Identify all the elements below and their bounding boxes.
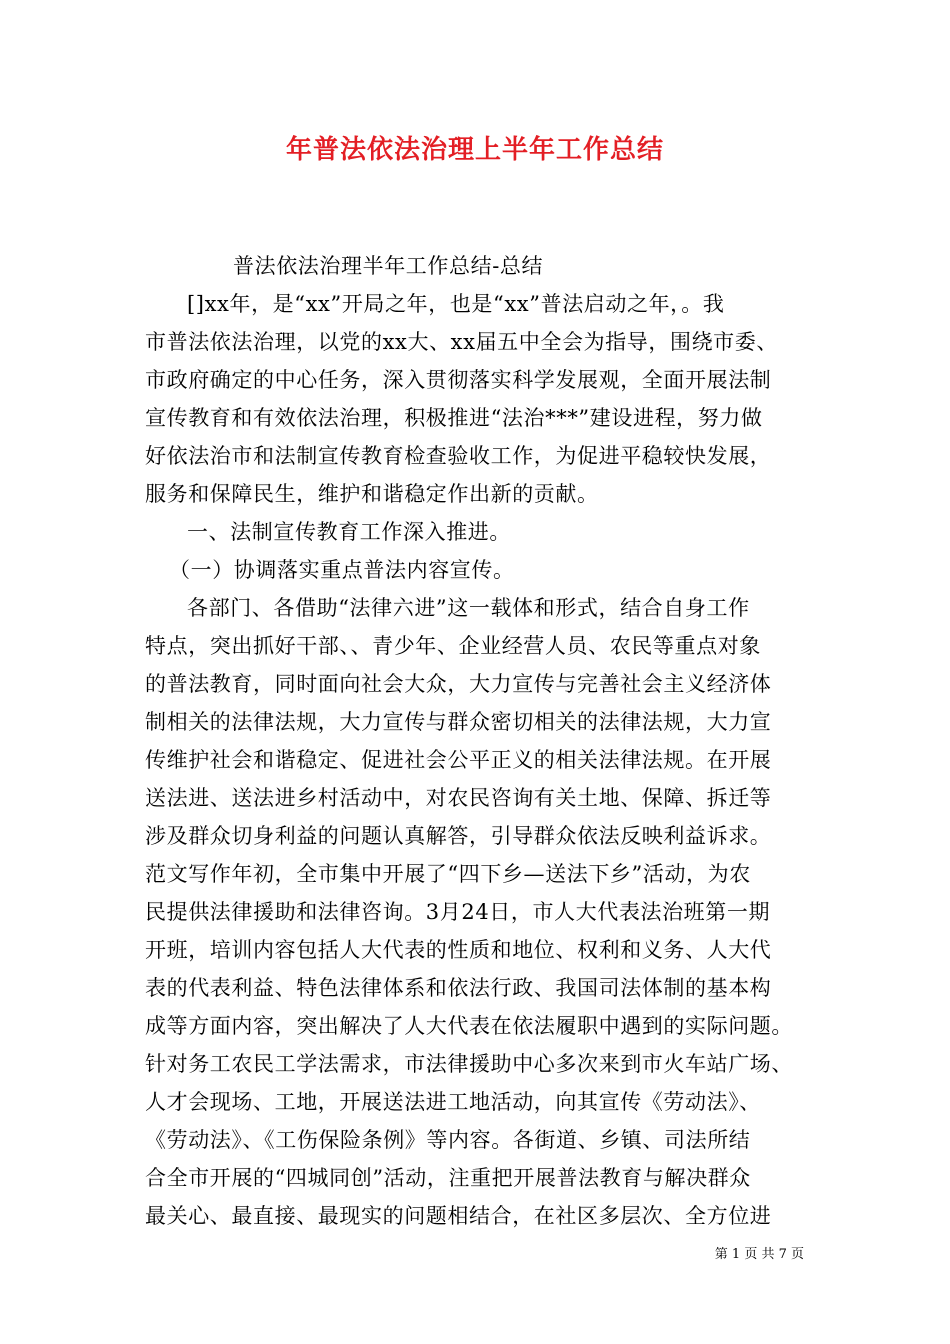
- body-line: 制相关的法律法规，大力宣传与群众密切相关的法律法规，大力宣: [145, 710, 772, 734]
- body-line: 市普法依法治理，以党的xx大、xx届五中全会为指导，围绕市委、: [145, 330, 778, 354]
- body-line: 表的代表利益、特色法律体系和依法行政、我国司法体制的基本构: [145, 976, 772, 1000]
- body-line: 传维护社会和谐稳定、促进社会公平正义的相关法律法规。在开展: [145, 748, 772, 772]
- body-line: 的普法教育，同时面向社会大众，大力宣传与完善社会主义经济体: [145, 672, 772, 696]
- body-line: 宣传教育和有效依法治理，积极推进“法治***”建设进程，努力做: [145, 406, 763, 430]
- page-footer: 第 1 页 共 7 页: [714, 1247, 804, 1262]
- document-body: [145, 247, 817, 1235]
- document-title: 年普法依法治理上半年工作总结: [285, 135, 664, 165]
- body-line: 开班，培训内容包括人大代表的性质和地位、权利和义务、人大代: [145, 938, 772, 962]
- body-line: []xx年，是“xx”开局之年，也是“xx”普法启动之年，。我: [187, 292, 725, 316]
- body-line: 送法进、送法进乡村活动中，对农民咨询有关土地、保障、拆迁等: [145, 786, 772, 810]
- body-line: 服务和保障民生，维护和谐稳定作出新的贡献。: [145, 482, 599, 506]
- body-line: 涉及群众切身利益的问题认真解答，引导群众依法反映利益诉求。: [145, 824, 772, 848]
- body-line: 人才会现场、工地，开展送法进工地活动，向其宣传《劳动法》、: [145, 1090, 761, 1114]
- body-line: 范文写作年初，全市集中开展了“四下乡—送法下乡”活动，为农: [145, 862, 751, 886]
- body-line: 最关心、最直接、最现实的问题相结合，在社区多层次、全方位进: [145, 1204, 772, 1228]
- body-line: 《劳动法》、《工伤保险条例》等内容。各街道、乡镇、司法所结: [145, 1128, 751, 1152]
- body-line: 各部门、各借助“法律六进”这一载体和形式，结合自身工作: [187, 596, 750, 620]
- body-line: 合全市开展的“四城同创”活动，注重把开展普法教育与解决群众: [145, 1166, 751, 1190]
- body-line: 一、法制宣传教育工作深入推进。: [187, 520, 511, 544]
- body-line: 特点，突出抓好干部、、青少年、企业经营人员、农民等重点对象: [145, 634, 761, 658]
- body-line: 普法依法治理半年工作总结-总结: [233, 254, 544, 278]
- body-line: 成等方面内容，突出解决了人大代表在依法履职中遇到的实际问题。: [145, 1014, 793, 1038]
- body-line: 好依法治市和法制宣传教育检查验收工作，为促进平稳较快发展，: [145, 444, 772, 468]
- body-line: 针对务工农民工学法需求，市法律援助中心多次来到市火车站广场、: [145, 1052, 793, 1076]
- body-line: 市政府确定的中心任务，深入贯彻落实科学发展观，全面开展法制: [145, 368, 772, 392]
- body-line: 民提供法律援助和法律咨询。3月24日，市人大代表法治班第一期: [145, 900, 771, 924]
- body-line: （一）协调落实重点普法内容宣传。: [169, 558, 515, 582]
